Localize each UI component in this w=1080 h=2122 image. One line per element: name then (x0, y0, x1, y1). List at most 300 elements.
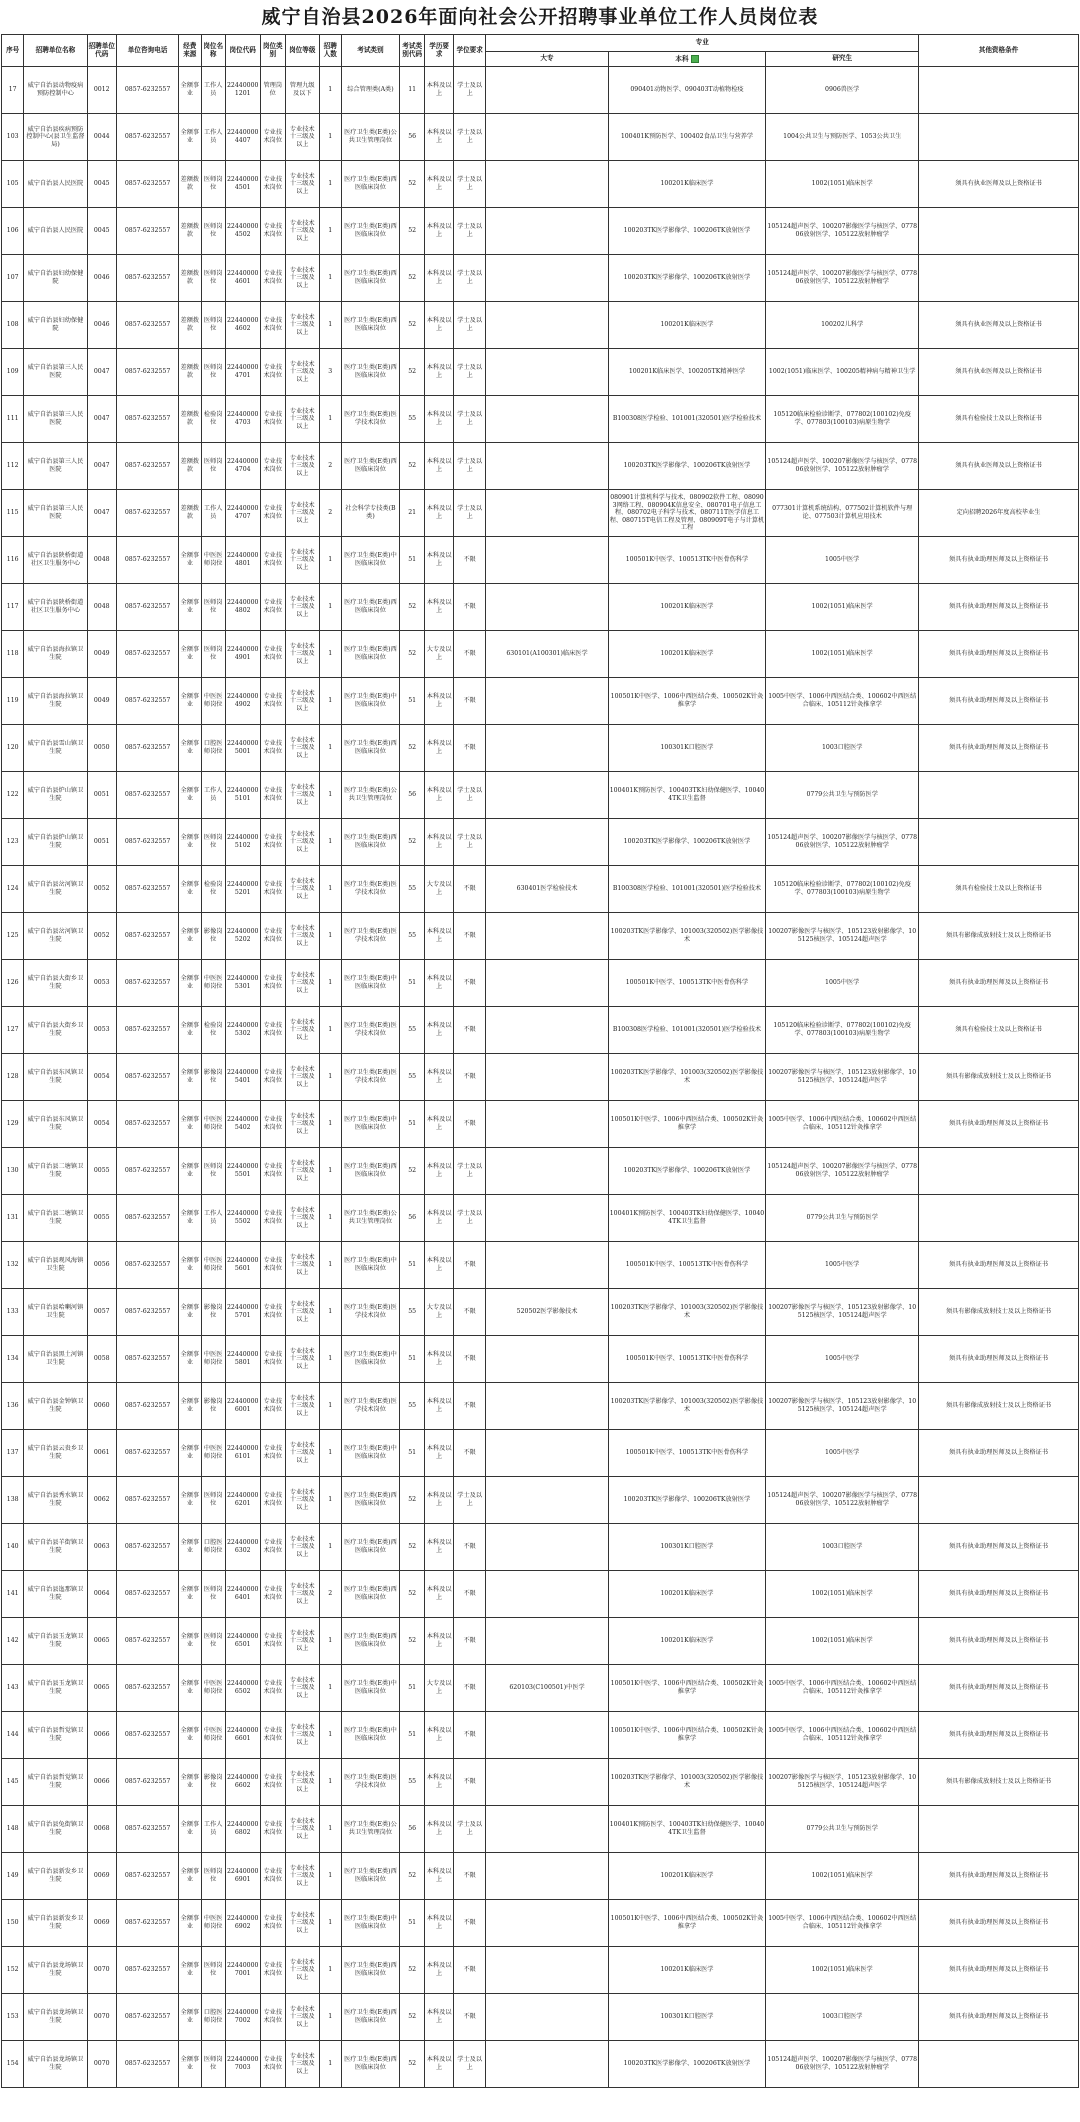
cell-graduate: 100207影像医学与核医学、105123放射影像学、105125核医学、105124超声医学 (766, 913, 919, 960)
cell-bachelor: 100201K临床医学 (608, 1853, 766, 1900)
cell-job-level: 专业技术十三级及以上 (285, 1618, 319, 1665)
cell-unit: 威宁自治县兔街镇卫生院 (24, 1806, 87, 1853)
cell-other: 须具有执业助理医师及以上资格证书 (919, 537, 1079, 584)
table-row (2, 114, 1079, 161)
cell-phone: 0857-6232557 (117, 725, 179, 772)
cell-edu: 本科及以上 (425, 1101, 454, 1148)
cell-junior: 620103(C100501)中医学 (486, 1665, 608, 1712)
cell-unit-code: 0054 (87, 1101, 117, 1148)
cell-job-cat: 专业技术岗位 (260, 1477, 285, 1524)
table-row (2, 1477, 1079, 1524)
cell-no: 103 (2, 114, 24, 161)
cell-job-cat: 专业技术岗位 (260, 1289, 285, 1336)
cell-count: 1 (319, 1054, 341, 1101)
cell-edu: 本科及以上 (425, 913, 454, 960)
cell-job-name: 影像岗位 (201, 1383, 225, 1430)
cell-exam-code: 51 (399, 1430, 424, 1477)
cell-job-cat: 专业技术岗位 (260, 913, 285, 960)
cell-job-cat: 专业技术岗位 (260, 1900, 285, 1947)
cell-other: 须具有执业助理医师及以上资格证书 (919, 1336, 1079, 1383)
table-row (2, 490, 1079, 537)
cell-no: 125 (2, 913, 24, 960)
cell-job-cat: 专业技术岗位 (260, 490, 285, 537)
header-job-name: 岗位名称 (201, 35, 225, 67)
cell-graduate: 100207影像医学与核医学、105123放射影像学、105125核医学、105124超声医学 (766, 1054, 919, 1101)
cell-job-level: 专业技术十三级及以上 (285, 443, 319, 490)
cell-edu: 本科及以上 (425, 1007, 454, 1054)
cell-bachelor: 100401K预防医学、100403TK妇幼保健医学、100404TK卫生监督 (608, 1195, 766, 1242)
header-major: 专业 (486, 35, 919, 52)
cell-job-name: 医师岗位 (201, 1148, 225, 1195)
cell-job-level: 专业技术十三级及以上 (285, 1900, 319, 1947)
cell-job-name: 工作人员 (201, 490, 225, 537)
cell-phone: 0857-6232557 (117, 208, 179, 255)
cell-job-cat: 专业技术岗位 (260, 772, 285, 819)
cell-count: 1 (319, 725, 341, 772)
header-count: 招聘人数 (319, 35, 341, 67)
cell-bachelor: 100201K临床医学 (608, 631, 766, 678)
cell-graduate: 1002(1051)临床医学 (766, 1853, 919, 1900)
table-row (2, 1289, 1079, 1336)
cell-edu: 本科及以上 (425, 208, 454, 255)
cell-unit-code: 0066 (87, 1759, 117, 1806)
cell-graduate: 1005中医学 (766, 1242, 919, 1289)
header-job-level: 岗位等级 (285, 35, 319, 67)
cell-edu: 大专及以上 (425, 1289, 454, 1336)
cell-no: 126 (2, 960, 24, 1007)
cell-bachelor: 100501K中医学、1006中西医结合类、100502K针灸推拿学 (608, 678, 766, 725)
cell-phone: 0857-6232557 (117, 1806, 179, 1853)
cell-exam-cat: 医疗卫生类(E类)医学技术岗位 (341, 1759, 399, 1806)
cell-unit: 威宁自治县疾病预防控制中心(县卫生监督局) (24, 114, 87, 161)
cell-job-cat: 专业技术岗位 (260, 631, 285, 678)
cell-phone: 0857-6232557 (117, 866, 179, 913)
cell-job-code: 22440000 5202 (225, 913, 260, 960)
cell-graduate: 1005中医学 (766, 1336, 919, 1383)
cell-degree: 不限 (453, 1101, 486, 1148)
cell-job-code: 22440000 6902 (225, 1900, 260, 1947)
cell-graduate: 105120临床检验诊断学、077802(100102)免疫学、077803(100103)病原生物学 (766, 396, 919, 443)
cell-edu: 本科及以上 (425, 960, 454, 1007)
cell-unit-code: 0048 (87, 584, 117, 631)
cell-phone: 0857-6232557 (117, 678, 179, 725)
cell-count: 1 (319, 1383, 341, 1430)
cell-count: 1 (319, 396, 341, 443)
cell-job-code: 22440000 4502 (225, 208, 260, 255)
cell-junior (486, 1994, 608, 2041)
cell-count: 1 (319, 1994, 341, 2041)
cell-edu: 本科及以上 (425, 1618, 454, 1665)
cell-graduate: 1005中医学、1006中西医结合类、100602中西医结合临床、105112针灸推拿学 (766, 1101, 919, 1148)
cell-junior (486, 396, 608, 443)
cell-no: 119 (2, 678, 24, 725)
cell-job-code: 22440000 6001 (225, 1383, 260, 1430)
cell-count: 1 (319, 960, 341, 1007)
table-row (2, 913, 1079, 960)
cell-exam-code: 55 (399, 396, 424, 443)
cell-exam-code: 51 (399, 1712, 424, 1759)
filter-dropdown-icon[interactable] (691, 55, 699, 63)
cell-job-cat: 专业技术岗位 (260, 866, 285, 913)
cell-no: 153 (2, 1994, 24, 2041)
cell-bachelor: B100308医学检验、101001(320501)医学检验技术 (608, 866, 766, 913)
cell-job-cat: 专业技术岗位 (260, 302, 285, 349)
cell-degree: 学士及以上 (453, 1806, 486, 1853)
cell-edu: 本科及以上 (425, 819, 454, 866)
cell-exam-code: 52 (399, 1571, 424, 1618)
cell-job-level: 专业技术十三级及以上 (285, 537, 319, 584)
cell-degree: 不限 (453, 1947, 486, 1994)
cell-degree: 不限 (453, 1524, 486, 1571)
cell-graduate: 100207影像医学与核医学、105123放射影像学、105125核医学、105124超声医学 (766, 1383, 919, 1430)
cell-phone: 0857-6232557 (117, 1994, 179, 2041)
table-row (2, 1947, 1079, 1994)
cell-degree: 不限 (453, 1759, 486, 1806)
cell-unit: 威宁自治县龙场镇卫生院 (24, 1947, 87, 1994)
cell-job-level: 专业技术十三级及以上 (285, 1054, 319, 1101)
cell-unit-code: 0065 (87, 1665, 117, 1712)
cell-no: 143 (2, 1665, 24, 1712)
cell-junior (486, 537, 608, 584)
cell-count: 1 (319, 1665, 341, 1712)
cell-other: 须具有执业助理医师及以上资格证书 (919, 584, 1079, 631)
cell-unit-code: 0055 (87, 1148, 117, 1195)
cell-job-name: 中医医师岗位 (201, 1101, 225, 1148)
cell-phone: 0857-6232557 (117, 1947, 179, 1994)
header-job-code: 岗位代码 (225, 35, 260, 67)
cell-exam-code: 52 (399, 302, 424, 349)
cell-job-name: 工作人员 (201, 67, 225, 114)
cell-bachelor: 100203TK医学影像学、100206TK放射医学 (608, 1148, 766, 1195)
cell-unit-code: 0049 (87, 678, 117, 725)
cell-job-cat: 专业技术岗位 (260, 1007, 285, 1054)
cell-unit-code: 0044 (87, 114, 117, 161)
cell-phone: 0857-6232557 (117, 1007, 179, 1054)
cell-no: 134 (2, 1336, 24, 1383)
cell-no: 141 (2, 1571, 24, 1618)
cell-count: 1 (319, 1195, 341, 1242)
cell-job-level: 专业技术十三级及以上 (285, 772, 319, 819)
cell-unit: 威宁自治县龙场镇卫生院 (24, 2041, 87, 2088)
cell-exam-cat: 医疗卫生类(E类)中医临床岗位 (341, 1242, 399, 1289)
cell-exam-code: 52 (399, 349, 424, 396)
cell-job-level: 专业技术十三级及以上 (285, 2041, 319, 2088)
cell-count: 1 (319, 584, 341, 631)
cell-edu: 本科及以上 (425, 396, 454, 443)
cell-edu: 本科及以上 (425, 772, 454, 819)
cell-job-name: 医师岗位 (201, 255, 225, 302)
header-edu: 学历要求 (425, 35, 454, 67)
cell-job-cat: 专业技术岗位 (260, 1947, 285, 1994)
cell-no: 136 (2, 1383, 24, 1430)
cell-exam-code: 51 (399, 1242, 424, 1289)
cell-count: 1 (319, 1618, 341, 1665)
table-row (2, 1524, 1079, 1571)
cell-other (919, 1148, 1079, 1195)
cell-job-code: 22440000 6302 (225, 1524, 260, 1571)
cell-exam-code: 11 (399, 67, 424, 114)
cell-exam-cat: 医疗卫生类(E类)西医临床岗位 (341, 1571, 399, 1618)
cell-count: 1 (319, 866, 341, 913)
cell-degree: 不限 (453, 631, 486, 678)
cell-degree: 学士及以上 (453, 819, 486, 866)
cell-unit: 威宁自治县新发乡卫生院 (24, 1853, 87, 1900)
cell-other: 须具有执业助理医师及以上资格证书 (919, 1524, 1079, 1571)
cell-unit-code: 0068 (87, 1806, 117, 1853)
cell-job-cat: 专业技术岗位 (260, 1618, 285, 1665)
cell-exam-code: 55 (399, 1054, 424, 1101)
cell-edu: 本科及以上 (425, 1524, 454, 1571)
cell-degree: 学士及以上 (453, 396, 486, 443)
cell-graduate: 105120临床检验诊断学、077802(100102)免疫学、077803(100103)病原生物学 (766, 1007, 919, 1054)
cell-graduate: 100202儿科学 (766, 302, 919, 349)
cell-edu: 本科及以上 (425, 1195, 454, 1242)
cell-exam-code: 52 (399, 443, 424, 490)
cell-degree: 不限 (453, 1054, 486, 1101)
cell-phone: 0857-6232557 (117, 1195, 179, 1242)
cell-no: 130 (2, 1148, 24, 1195)
cell-degree: 学士及以上 (453, 490, 486, 537)
cell-job-level: 专业技术十三级及以上 (285, 960, 319, 1007)
cell-other: 须具有检验技士及以上资格证书 (919, 1007, 1079, 1054)
cell-unit: 威宁自治县羊街镇卫生院 (24, 1524, 87, 1571)
cell-count: 1 (319, 114, 341, 161)
cell-bachelor: 100203TK医学影像学、101003(320502)医学影像技术 (608, 1759, 766, 1806)
cell-exam-cat: 医疗卫生类(E类)西医临床岗位 (341, 349, 399, 396)
cell-job-level: 专业技术十三级及以上 (285, 631, 319, 678)
cell-degree: 不限 (453, 1853, 486, 1900)
cell-phone: 0857-6232557 (117, 302, 179, 349)
table-row (2, 1712, 1079, 1759)
table-row (2, 443, 1079, 490)
cell-job-name: 工作人员 (201, 114, 225, 161)
cell-edu: 本科及以上 (425, 1806, 454, 1853)
cell-funding: 全额事业 (179, 1336, 201, 1383)
cell-job-level: 专业技术十三级及以上 (285, 1947, 319, 1994)
cell-junior (486, 1242, 608, 1289)
cell-graduate: 100207影像医学与核医学、105123放射影像学、105125核医学、105124超声医学 (766, 1759, 919, 1806)
cell-bachelor: 100203TK医学影像学、101003(320502)医学影像技术 (608, 1054, 766, 1101)
cell-job-cat: 专业技术岗位 (260, 819, 285, 866)
cell-job-level: 专业技术十三级及以上 (285, 1571, 319, 1618)
cell-funding: 全额事业 (179, 1947, 201, 1994)
cell-job-level: 专业技术十三级及以上 (285, 208, 319, 255)
cell-unit-code: 0046 (87, 255, 117, 302)
header-bachelor[interactable] (608, 52, 766, 67)
cell-unit-code: 0053 (87, 1007, 117, 1054)
cell-no: 17 (2, 67, 24, 114)
cell-no: 115 (2, 490, 24, 537)
cell-exam-code: 52 (399, 161, 424, 208)
cell-job-cat: 专业技术岗位 (260, 725, 285, 772)
cell-other: 须具有执业医师及以上资格证书 (919, 161, 1079, 208)
cell-other: 须具有影像成放射技士及以上资格证书 (919, 913, 1079, 960)
cell-phone: 0857-6232557 (117, 1289, 179, 1336)
cell-job-code: 22440000 5402 (225, 1101, 260, 1148)
cell-phone: 0857-6232557 (117, 114, 179, 161)
cell-bachelor: 100203TK医学影像学、100206TK放射医学 (608, 2041, 766, 2088)
cell-unit-code: 0052 (87, 913, 117, 960)
cell-edu: 大专及以上 (425, 631, 454, 678)
cell-degree: 学士及以上 (453, 1148, 486, 1195)
cell-degree: 不限 (453, 725, 486, 772)
cell-edu: 本科及以上 (425, 302, 454, 349)
cell-bachelor: 090401动物医学、090403T动植物检疫 (608, 67, 766, 114)
cell-phone: 0857-6232557 (117, 1665, 179, 1712)
cell-exam-cat: 医疗卫生类(E类)西医临床岗位 (341, 161, 399, 208)
cell-junior (486, 161, 608, 208)
cell-phone: 0857-6232557 (117, 2041, 179, 2088)
cell-junior: 630101(A100301)临床医学 (486, 631, 608, 678)
cell-unit-code: 0064 (87, 1571, 117, 1618)
cell-unit: 威宁自治县人民医院 (24, 208, 87, 255)
cell-unit-code: 0050 (87, 725, 117, 772)
cell-no: 133 (2, 1289, 24, 1336)
cell-degree: 不限 (453, 1242, 486, 1289)
cell-job-code: 22440000 5501 (225, 1148, 260, 1195)
cell-unit: 威宁自治县第三人民医院 (24, 349, 87, 396)
cell-job-level: 专业技术十三级及以上 (285, 584, 319, 631)
cell-job-code: 22440000 4501 (225, 161, 260, 208)
cell-job-code: 22440000 5701 (225, 1289, 260, 1336)
cell-unit: 威宁自治县玉龙镇卫生院 (24, 1618, 87, 1665)
cell-job-level: 专业技术十三级及以上 (285, 490, 319, 537)
cell-other: 须具有影像成放射技士及以上资格证书 (919, 1054, 1079, 1101)
table-row (2, 725, 1079, 772)
cell-job-code: 22440000 6401 (225, 1571, 260, 1618)
cell-job-level: 专业技术十三级及以上 (285, 678, 319, 725)
cell-graduate: 077301计算机系统结构、077502计算机软件与理论、077503计算机应用技术 (766, 490, 919, 537)
cell-funding: 全额事业 (179, 819, 201, 866)
cell-job-level: 专业技术十三级及以上 (285, 349, 319, 396)
cell-job-level: 专业技术十三级及以上 (285, 1712, 319, 1759)
cell-job-level: 专业技术十三级及以上 (285, 1242, 319, 1289)
cell-job-code: 22440000 5401 (225, 1054, 260, 1101)
cell-phone: 0857-6232557 (117, 913, 179, 960)
cell-phone: 0857-6232557 (117, 490, 179, 537)
cell-funding: 全额事业 (179, 2041, 201, 2088)
table-row (2, 396, 1079, 443)
cell-job-code: 22440000 5502 (225, 1195, 260, 1242)
cell-unit-code: 0045 (87, 161, 117, 208)
cell-exam-cat: 医疗卫生类(E类)西医临床岗位 (341, 584, 399, 631)
cell-funding: 差额拨款 (179, 349, 201, 396)
cell-exam-code: 56 (399, 1195, 424, 1242)
cell-job-cat: 专业技术岗位 (260, 584, 285, 631)
header-unit-code: 招聘单位代码 (87, 35, 117, 67)
cell-job-name: 医师岗位 (201, 2041, 225, 2088)
cell-junior (486, 302, 608, 349)
cell-unit: 威宁自治县岔河镇卫生院 (24, 866, 87, 913)
cell-phone: 0857-6232557 (117, 1712, 179, 1759)
header-job-cat: 岗位类别 (260, 35, 285, 67)
cell-count: 1 (319, 1477, 341, 1524)
cell-funding: 全额事业 (179, 1571, 201, 1618)
cell-degree: 不限 (453, 1289, 486, 1336)
cell-job-level: 专业技术十三级及以上 (285, 1994, 319, 2041)
cell-job-level: 专业技术十三级及以上 (285, 913, 319, 960)
cell-graduate: 0779公共卫生与预防医学 (766, 772, 919, 819)
header-junior: 大专 (486, 52, 608, 67)
cell-graduate: 0779公共卫生与预防医学 (766, 1195, 919, 1242)
cell-job-cat: 专业技术岗位 (260, 1383, 285, 1430)
positions-table (1, 34, 1079, 2088)
cell-edu: 本科及以上 (425, 1477, 454, 1524)
cell-edu: 本科及以上 (425, 1900, 454, 1947)
cell-exam-cat: 医疗卫生类(E类)中医临床岗位 (341, 1712, 399, 1759)
cell-job-level: 专业技术十三级及以上 (285, 396, 319, 443)
table-row (2, 67, 1079, 114)
table-row (2, 1759, 1079, 1806)
cell-job-name: 中医医师岗位 (201, 1336, 225, 1383)
cell-funding: 全额事业 (179, 678, 201, 725)
cell-bachelor: 100501K中医学、1006中西医结合类、100502K针灸推拿学 (608, 1900, 766, 1947)
cell-funding: 差额拨款 (179, 490, 201, 537)
cell-unit-code: 0065 (87, 1618, 117, 1665)
cell-unit-code: 0049 (87, 631, 117, 678)
cell-exam-code: 52 (399, 584, 424, 631)
cell-exam-code: 51 (399, 678, 424, 725)
document-title: 威宁自治县2026年面向社会公开招聘事业单位工作人员岗位表 (261, 6, 819, 28)
cell-junior (486, 1618, 608, 1665)
cell-other: 须具有执业助理医师及以上资格证书 (919, 1853, 1079, 1900)
cell-job-name: 医师岗位 (201, 1618, 225, 1665)
cell-exam-cat: 医疗卫生类(E类)中医临床岗位 (341, 537, 399, 584)
cell-exam-cat: 医疗卫生类(E类)西医临床岗位 (341, 2041, 399, 2088)
cell-unit-code: 0063 (87, 1524, 117, 1571)
cell-graduate: 105124超声医学、100207影像医学与核医学、077806放射医学、105122放射肿瘤学 (766, 255, 919, 302)
cell-unit: 威宁自治县金钟镇卫生院 (24, 1383, 87, 1430)
cell-job-name: 口腔医师岗位 (201, 725, 225, 772)
cell-edu: 本科及以上 (425, 1430, 454, 1477)
table-row (2, 2041, 1079, 2088)
cell-degree: 不限 (453, 1007, 486, 1054)
cell-funding: 全额事业 (179, 1195, 201, 1242)
cell-unit-code: 0053 (87, 960, 117, 1007)
cell-bachelor: 100201K临床医学 (608, 1947, 766, 1994)
cell-other: 须具有检验技士及以上资格证书 (919, 866, 1079, 913)
cell-other: 须具有影像成放射技士及以上资格证书 (919, 1759, 1079, 1806)
cell-degree: 学士及以上 (453, 443, 486, 490)
table-row (2, 1101, 1079, 1148)
cell-exam-cat: 医疗卫生类(E类)西医临床岗位 (341, 443, 399, 490)
cell-no: 107 (2, 255, 24, 302)
cell-degree: 学士及以上 (453, 161, 486, 208)
cell-count: 1 (319, 161, 341, 208)
table-row (2, 1994, 1079, 2041)
cell-job-name: 医师岗位 (201, 631, 225, 678)
cell-no: 124 (2, 866, 24, 913)
table-row (2, 349, 1079, 396)
cell-job-name: 检验岗位 (201, 1007, 225, 1054)
cell-graduate: 1003口腔医学 (766, 1994, 919, 2041)
cell-job-code: 22440000 1201 (225, 67, 260, 114)
cell-graduate: 1002(1051)临床医学 (766, 161, 919, 208)
cell-job-level: 专业技术十三级及以上 (285, 819, 319, 866)
cell-edu: 本科及以上 (425, 1336, 454, 1383)
cell-edu: 本科及以上 (425, 1242, 454, 1289)
cell-count: 2 (319, 490, 341, 537)
cell-job-level: 专业技术十三级及以上 (285, 1336, 319, 1383)
cell-job-code: 22440000 5201 (225, 866, 260, 913)
cell-bachelor: 100201K临床医学、100205TK精神医学 (608, 349, 766, 396)
cell-job-cat: 专业技术岗位 (260, 1759, 285, 1806)
cell-no: 137 (2, 1430, 24, 1477)
cell-other: 须具有执业助理医师及以上资格证书 (919, 960, 1079, 1007)
cell-funding: 差额拨款 (179, 302, 201, 349)
cell-unit-code: 0047 (87, 443, 117, 490)
cell-funding: 全额事业 (179, 1853, 201, 1900)
